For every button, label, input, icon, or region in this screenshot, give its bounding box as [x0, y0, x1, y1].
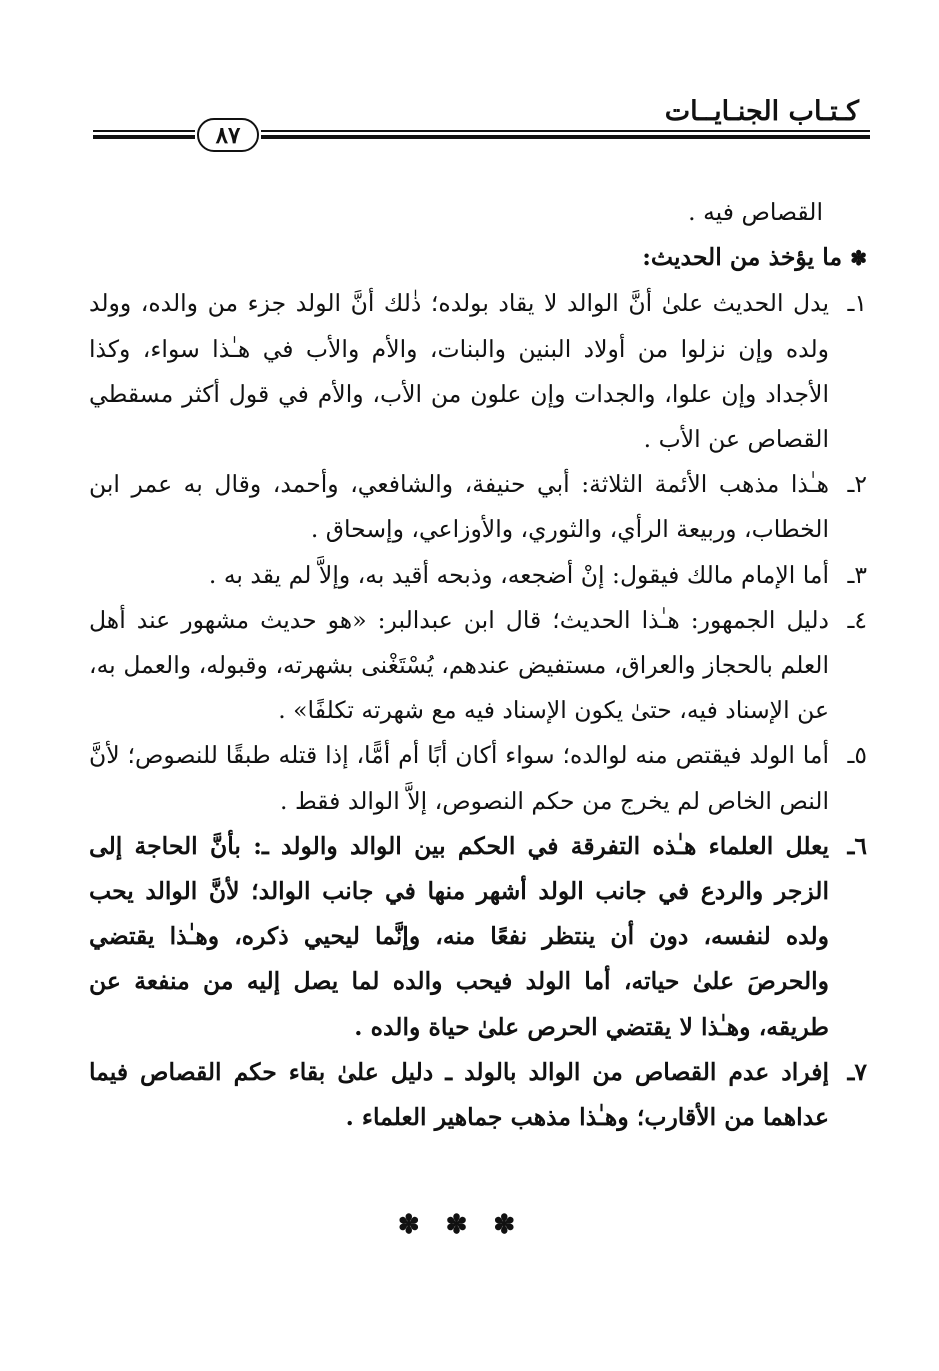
- item-number: ٢ـ: [847, 470, 867, 499]
- item-text: إفراد عدم القصاص من الوالد بالولد ـ دليل علىٰ بقاء حكم القصاص فيما عداهما من الأقارب؛ وهـٰذا مذهب جماهير العلماء .: [89, 1057, 829, 1132]
- header-rule-left: [93, 130, 195, 139]
- body-text: [89, 190, 867, 1140]
- list-item-7: [89, 1050, 867, 1140]
- item-text: هـٰذا مذهب الأئمة الثلاثة: أبي حنيفة، والشافعي، وأحمد، وقال به عمر ابن الخطاب، وربيعة الرأي، والثوري، والأوزاعي، وإسحاق .: [89, 470, 829, 544]
- list-item-1: [89, 281, 867, 462]
- list-item-2: [89, 462, 867, 552]
- closing-asterisks-icon: ✽✽✽: [397, 1210, 542, 1240]
- item-text: أما الولد فيقتص منه لوالده؛ سواء أكان أبًا أم أمًّا، إذا قتله طبقًا للنصوص؛ لأنَّ النص الخاص لم يخرج من حكم النصوص، إلاَّ الوالد فقط .: [89, 741, 829, 815]
- list-item-3: [89, 553, 867, 598]
- list-item-6: [89, 824, 867, 1050]
- header-rule-right: [261, 130, 870, 139]
- header-rule: [93, 118, 870, 158]
- item-number: ٧ـ: [847, 1057, 867, 1086]
- item-text: يعلل العلماء هـٰذه التفرقة في الحكم بين الوالد والولد ـ: بأنَّ الحاجة إلى الزجر والردع في جانب الولد أشهر منها في جانب الوالد؛ لأنَّ الوالد يحب ولده لنفسه، دون أن ينتظر نفعًا منه، وإنَّما ليحيي ذكره، وهـٰذا يقتضي والحرصَ علىٰ حياته، أما الولد فيحب والده لما يصل إليه من منفعة عن طريقه، وهـٰذا لا يقتضي الحرص علىٰ حياة والده .: [89, 831, 829, 1041]
- list-item-4: [89, 598, 867, 734]
- asterisk-ornament-icon: ✽: [850, 246, 867, 271]
- item-number: ١ـ: [847, 289, 867, 318]
- item-number: ٥ـ: [847, 741, 867, 770]
- continuation-line: القصاص فيه .: [688, 198, 823, 226]
- item-text: يدل الحديث علىٰ أنَّ الوالد لا يقاد بولده؛ ذٰلك أنَّ الولد جزء من والده، وولد ولده وإن نزلوا من أولاد البنين والبنات، والأم والأب في هـٰذا سواء، وكذا الأجداد وإن علوا، والجدات وإن علون من الأب، والأم في قول أكثر مسقطي القصاص عن الأب .: [89, 289, 829, 454]
- item-number: ٤ـ: [847, 605, 867, 634]
- item-text: دليل الجمهور: هـٰذا الحديث؛ قال ابن عبدالبر: «هو حديث مشهور عند أهل العلم بالحجاز والعراق، مستفيض عندهم، يُسْتَغْنى بشهرته، وقبوله، والعمل به، عن الإسناد فيه، حتىٰ يكون الإسناد فيه مع شهرته تكلفًا» .: [89, 605, 829, 725]
- running-title: كـتـاب الجنـايــات: [664, 96, 859, 127]
- item-number: ٦ـ: [847, 831, 867, 860]
- item-text: أما الإمام مالك فيقول: إنْ أضجعه، وذبحه أقيد به، وإلاَّ لم يقد به .: [208, 560, 829, 589]
- list-item-5: [89, 733, 867, 823]
- item-number: ٣ـ: [847, 560, 867, 589]
- section-heading: [89, 235, 867, 281]
- page-number: ٨٧: [197, 118, 259, 152]
- section-heading-text: ما يؤخذ من الحديث:: [642, 243, 843, 272]
